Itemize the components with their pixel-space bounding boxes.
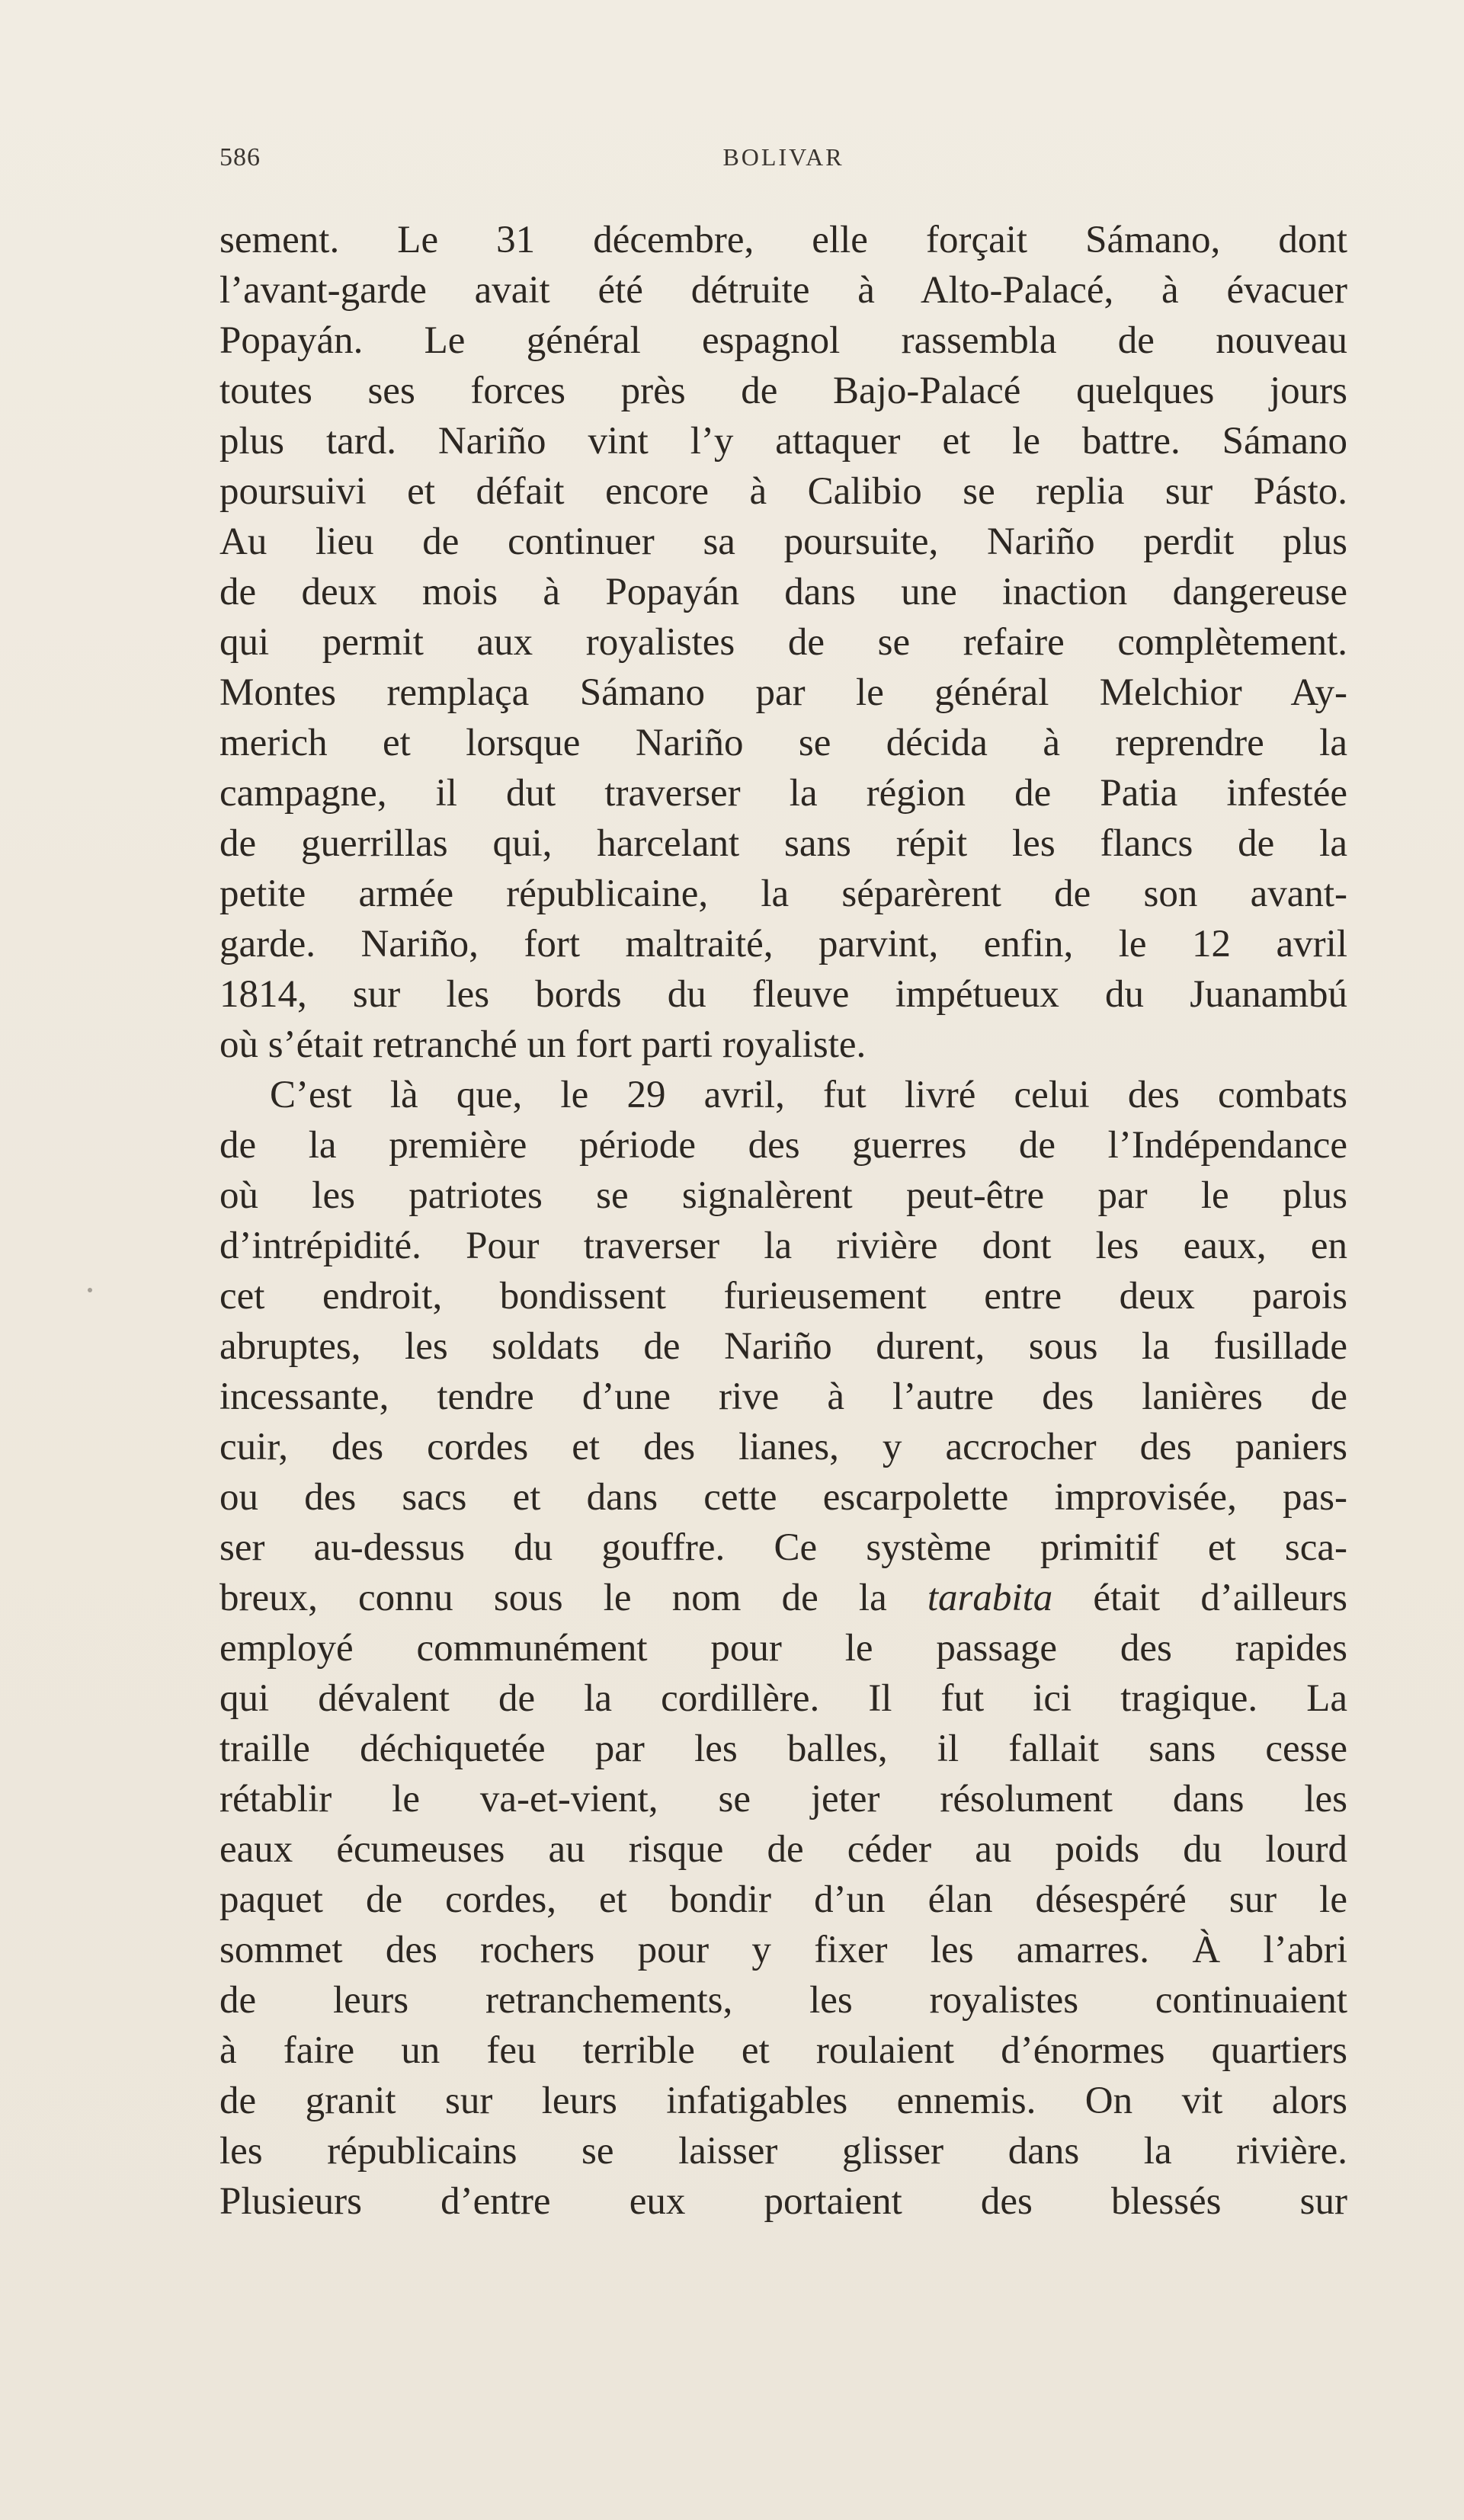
text-line: cuir, des cordes et des lianes, y accrocher des paniers — [219, 1426, 1347, 1468]
text-line: qui dévalent de la cordillère. Il fut ici tragique. La — [219, 1677, 1347, 1720]
text-line: de granit sur leurs infatigables ennemis. On vit alors — [219, 2080, 1347, 2122]
paragraph-2 — [219, 1070, 1347, 2227]
text-line: cet endroit, bondissent furieusement entre deux parois — [219, 1275, 1347, 1318]
text-line: ou des sacs et dans cette escarpolette improvisée, pas- — [219, 1476, 1347, 1519]
paragraph-1 — [219, 215, 1347, 1070]
running-head: BOLIVAR — [722, 143, 844, 171]
text-line: les républicains se laisser glisser dans la rivière. — [219, 2130, 1347, 2173]
paper-speck — [88, 1288, 92, 1292]
text-line: de guerrillas qui, harcelant sans répit les flancs de la — [219, 822, 1347, 865]
body-text — [219, 215, 1347, 2227]
text-line: sommet des rochers pour y fixer les amarres. À l’abri — [219, 1929, 1347, 1971]
text-line: de la première période des guerres de l’Indépendance — [219, 1124, 1347, 1167]
text-line: Au lieu de continuer sa poursuite, Nariño perdit plus — [219, 520, 1347, 563]
text-line: 1814, sur les bords du fleuve impétueux du Juanambú — [219, 973, 1347, 1016]
text-line: qui permit aux royalistes de se refaire complètement. — [219, 621, 1347, 664]
text-line: employé communément pour le passage des rapides — [219, 1627, 1347, 1670]
text-line: où s’était retranché un fort parti royaliste. — [219, 1023, 867, 1066]
text-line: campagne, il dut traverser la région de Patia infestée — [219, 772, 1347, 815]
text-line: de leurs retranchements, les royalistes continuaient — [219, 1979, 1347, 2022]
text-line: sement. Le 31 décembre, elle forçait Sámano, dont — [219, 219, 1347, 261]
text-line: Plusieurs d’entre eux portaient des blessés sur — [219, 2180, 1347, 2223]
text-line: plus tard. Nariño vint l’y attaquer et le battre. Sámano — [219, 420, 1347, 463]
text-line: abruptes, les soldats de Nariño durent, sous la fusillade — [219, 1325, 1347, 1368]
page-number: 586 — [219, 143, 261, 171]
text-line: l’avant-garde avait été détruite à Alto-Palacé, à évacuer — [219, 269, 1347, 312]
text-line: eaux écumeuses au risque de céder au poids du lourd — [219, 1828, 1347, 1871]
text-line: petite armée républicaine, la séparèrent de son avant- — [219, 873, 1347, 915]
text-line: Montes remplaça Sámano par le général Melchior Ay- — [219, 671, 1347, 714]
text-line: incessante, tendre d’une rive à l’autre des lanières de — [219, 1375, 1347, 1418]
text-line: C’est là que, le 29 avril, fut livré celui des combats — [270, 1074, 1347, 1116]
text-line: de deux mois à Popayán dans une inaction dangereuse — [219, 571, 1347, 613]
text-line: garde. Nariño, fort maltraité, parvint, enfin, le 12 avril — [219, 923, 1347, 965]
text-line: merich et lorsque Nariño se décida à reprendre la — [219, 722, 1347, 764]
italic-term: tarabita — [927, 1577, 1053, 1619]
text-line: traille déchiquetée par les balles, il fallait sans cesse — [219, 1727, 1347, 1770]
text-line: d’intrépidité. Pour traverser la rivière dont les eaux, en — [219, 1225, 1347, 1267]
text-line: toutes ses forces près de Bajo-Palacé quelques jours — [219, 370, 1347, 412]
text-line: breux, connu sous le nom de la tarabita était d’ailleurs — [219, 1577, 1347, 1619]
text-line: poursuivi et défait encore à Calibio se replia sur Pásto. — [219, 470, 1347, 513]
text-line: paquet de cordes, et bondir d’un élan désespéré sur le — [219, 1878, 1347, 1921]
text-line: où les patriotes se signalèrent peut-être par le plus — [219, 1174, 1347, 1217]
page-header — [219, 143, 1347, 181]
text-line: à faire un feu terrible et roulaient d’énormes quartiers — [219, 2029, 1347, 2072]
text-line: ser au-dessus du gouffre. Ce système primitif et sca- — [219, 1526, 1347, 1569]
text-line: rétablir le va-et-vient, se jeter résolument dans les — [219, 1778, 1347, 1820]
text-line: Popayán. Le général espagnol rassembla de nouveau — [219, 319, 1347, 362]
